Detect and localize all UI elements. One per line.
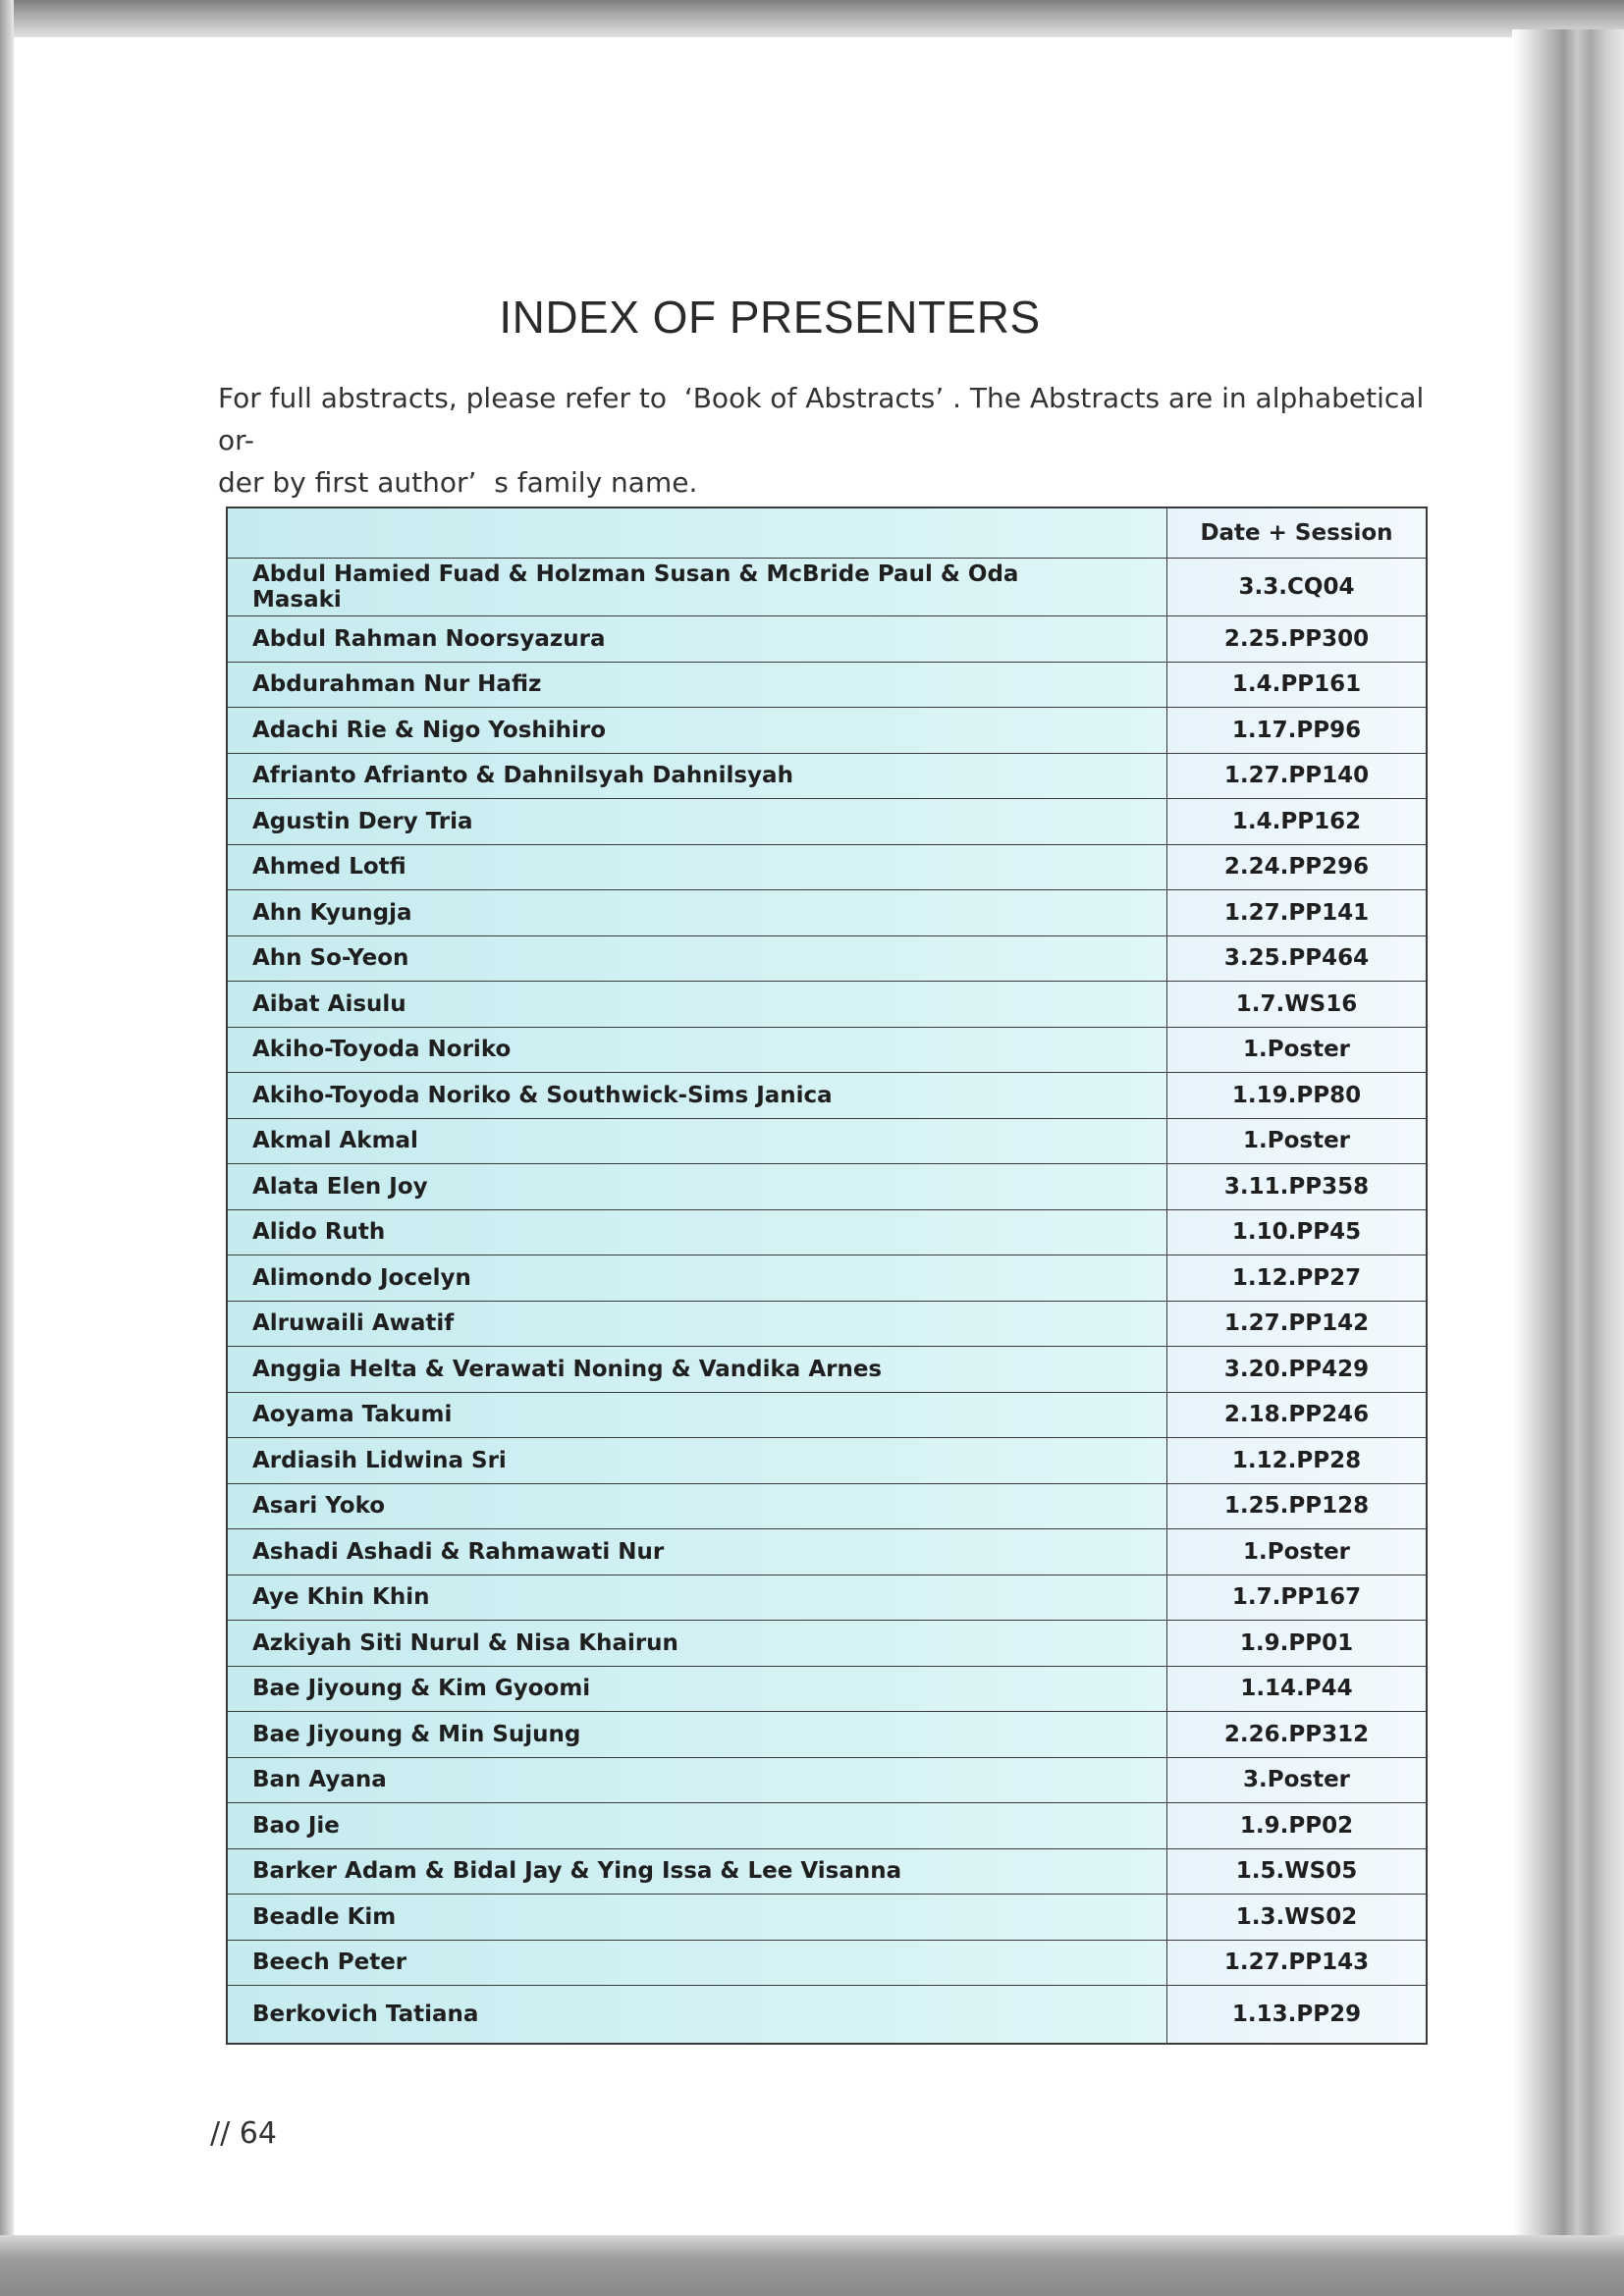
document-page bbox=[14, 37, 1526, 2236]
table-row bbox=[227, 616, 1427, 663]
session-code: 2.25.PP300 bbox=[1167, 616, 1428, 663]
table-row bbox=[227, 844, 1427, 890]
intro-line-2: der by first author’ s family name. bbox=[218, 466, 698, 499]
table-header-row bbox=[227, 507, 1427, 559]
header-session: Date + Session bbox=[1167, 507, 1428, 559]
session-code: 1.3.WS02 bbox=[1167, 1895, 1428, 1941]
presenter-name: Aye Khin Khin bbox=[227, 1575, 1167, 1621]
table-row bbox=[227, 1209, 1427, 1255]
presenter-name: Bae Jiyoung & Kim Gyoomi bbox=[227, 1666, 1167, 1712]
session-code: 1.14.P44 bbox=[1167, 1666, 1428, 1712]
presenter-name: Beech Peter bbox=[227, 1940, 1167, 1986]
table-row bbox=[227, 1483, 1427, 1529]
table-row bbox=[227, 982, 1427, 1028]
session-code: 1.5.WS05 bbox=[1167, 1848, 1428, 1895]
table-row bbox=[227, 1164, 1427, 1210]
presenter-name: Azkiyah Siti Nurul & Nisa Khairun bbox=[227, 1621, 1167, 1667]
table-row bbox=[227, 890, 1427, 936]
session-code: 1.13.PP29 bbox=[1167, 1986, 1428, 2045]
table-row bbox=[227, 559, 1427, 616]
session-code: 1.4.PP161 bbox=[1167, 662, 1428, 708]
session-code: 3.Poster bbox=[1167, 1757, 1428, 1803]
session-code: 3.3.CQ04 bbox=[1167, 559, 1428, 616]
presenter-name: Akiho-Toyoda Noriko bbox=[227, 1027, 1167, 1073]
table-row bbox=[227, 1118, 1427, 1164]
page-number: // 64 bbox=[210, 2116, 277, 2151]
presenter-name: Aoyama Takumi bbox=[227, 1392, 1167, 1438]
presenter-name: Beadle Kim bbox=[227, 1895, 1167, 1941]
table-row bbox=[227, 1757, 1427, 1803]
session-code: 1.17.PP96 bbox=[1167, 708, 1428, 754]
intro-line-1: For full abstracts, please refer to ‘Book of Abstracts’ . The Abstracts are in alphabetical or- bbox=[218, 382, 1425, 456]
presenter-name: Akmal Akmal bbox=[227, 1118, 1167, 1164]
session-code: 3.11.PP358 bbox=[1167, 1164, 1428, 1210]
presenter-name: Abdurahman Nur Hafiz bbox=[227, 662, 1167, 708]
presenter-name: Adachi Rie & Nigo Yoshihiro bbox=[227, 708, 1167, 754]
session-code: 1.25.PP128 bbox=[1167, 1483, 1428, 1529]
session-code: 1.Poster bbox=[1167, 1027, 1428, 1073]
table-row bbox=[227, 1803, 1427, 1849]
page-title: INDEX OF PRESENTERS bbox=[499, 292, 1041, 343]
session-code: 1.7.WS16 bbox=[1167, 982, 1428, 1028]
presenter-name: Alido Ruth bbox=[227, 1209, 1167, 1255]
session-code: 1.27.PP142 bbox=[1167, 1301, 1428, 1347]
session-code: 1.10.PP45 bbox=[1167, 1209, 1428, 1255]
session-code: 1.19.PP80 bbox=[1167, 1073, 1428, 1119]
table-row bbox=[227, 1621, 1427, 1667]
session-code: 1.12.PP28 bbox=[1167, 1438, 1428, 1484]
table-row bbox=[227, 1438, 1427, 1484]
session-code: 2.24.PP296 bbox=[1167, 844, 1428, 890]
session-code: 1.9.PP02 bbox=[1167, 1803, 1428, 1849]
book-gutter-shadow bbox=[1512, 29, 1624, 2238]
presenter-name: Bao Jie bbox=[227, 1803, 1167, 1849]
presenter-name: Ardiasih Lidwina Sri bbox=[227, 1438, 1167, 1484]
presenter-name: Afrianto Afrianto & Dahnilsyah Dahnilsyah bbox=[227, 753, 1167, 799]
presenter-name: Alruwaili Awatif bbox=[227, 1301, 1167, 1347]
table-row bbox=[227, 1392, 1427, 1438]
session-code: 2.26.PP312 bbox=[1167, 1712, 1428, 1758]
session-code: 3.20.PP429 bbox=[1167, 1347, 1428, 1393]
scan-edge-left bbox=[0, 0, 14, 2296]
presenter-name: Ahmed Lotfi bbox=[227, 844, 1167, 890]
presenter-name: Anggia Helta & Verawati Noning & Vandika Arnes bbox=[227, 1347, 1167, 1393]
table-row bbox=[227, 1529, 1427, 1575]
presenter-name: Asari Yoko bbox=[227, 1483, 1167, 1529]
presenter-index-table bbox=[226, 507, 1428, 2045]
table-row bbox=[227, 1073, 1427, 1119]
presenter-name: Ahn Kyungja bbox=[227, 890, 1167, 936]
scan-edge-bottom bbox=[0, 2235, 1624, 2296]
presenter-name: Ahn So-Yeon bbox=[227, 935, 1167, 982]
session-code: 2.18.PP246 bbox=[1167, 1392, 1428, 1438]
table-row bbox=[227, 1986, 1427, 2045]
session-code: 1.7.PP167 bbox=[1167, 1575, 1428, 1621]
presenter-name: Alata Elen Joy bbox=[227, 1164, 1167, 1210]
presenter-name: Abdul Hamied Fuad & Holzman Susan & McBride Paul & Oda Masaki bbox=[227, 559, 1167, 616]
session-code: 1.9.PP01 bbox=[1167, 1621, 1428, 1667]
table-row bbox=[227, 1666, 1427, 1712]
table-row bbox=[227, 1027, 1427, 1073]
presenter-name: Ashadi Ashadi & Rahmawati Nur bbox=[227, 1529, 1167, 1575]
session-code: 1.12.PP27 bbox=[1167, 1255, 1428, 1302]
table-row bbox=[227, 1940, 1427, 1986]
header-name bbox=[227, 507, 1167, 559]
table-body bbox=[227, 559, 1427, 2045]
table-row bbox=[227, 753, 1427, 799]
session-code: 1.Poster bbox=[1167, 1118, 1428, 1164]
table-row bbox=[227, 1895, 1427, 1941]
table-row bbox=[227, 1848, 1427, 1895]
table-row bbox=[227, 708, 1427, 754]
session-code: 1.27.PP140 bbox=[1167, 753, 1428, 799]
presenter-name: Bae Jiyoung & Min Sujung bbox=[227, 1712, 1167, 1758]
table-row bbox=[227, 1575, 1427, 1621]
presenter-name: Abdul Rahman Noorsyazura bbox=[227, 616, 1167, 663]
table-row bbox=[227, 1255, 1427, 1302]
scan-edge-top bbox=[0, 0, 1624, 39]
presenter-name: Alimondo Jocelyn bbox=[227, 1255, 1167, 1302]
presenter-name: Berkovich Tatiana bbox=[227, 1986, 1167, 2045]
presenter-name: Akiho-Toyoda Noriko & Southwick-Sims Janica bbox=[227, 1073, 1167, 1119]
session-code: 3.25.PP464 bbox=[1167, 935, 1428, 982]
presenter-name: Agustin Dery Tria bbox=[227, 799, 1167, 845]
table-row bbox=[227, 935, 1427, 982]
table-row bbox=[227, 1301, 1427, 1347]
presenter-name: Barker Adam & Bidal Jay & Ying Issa & Lee Visanna bbox=[227, 1848, 1167, 1895]
session-code: 1.4.PP162 bbox=[1167, 799, 1428, 845]
session-code: 1.27.PP143 bbox=[1167, 1940, 1428, 1986]
session-code: 1.27.PP141 bbox=[1167, 890, 1428, 936]
table-row bbox=[227, 662, 1427, 708]
table-row bbox=[227, 1347, 1427, 1393]
session-code: 1.Poster bbox=[1167, 1529, 1428, 1575]
intro-paragraph bbox=[218, 377, 1435, 504]
table-row bbox=[227, 799, 1427, 845]
table-row bbox=[227, 1712, 1427, 1758]
presenter-name: Aibat Aisulu bbox=[227, 982, 1167, 1028]
presenter-name: Ban Ayana bbox=[227, 1757, 1167, 1803]
